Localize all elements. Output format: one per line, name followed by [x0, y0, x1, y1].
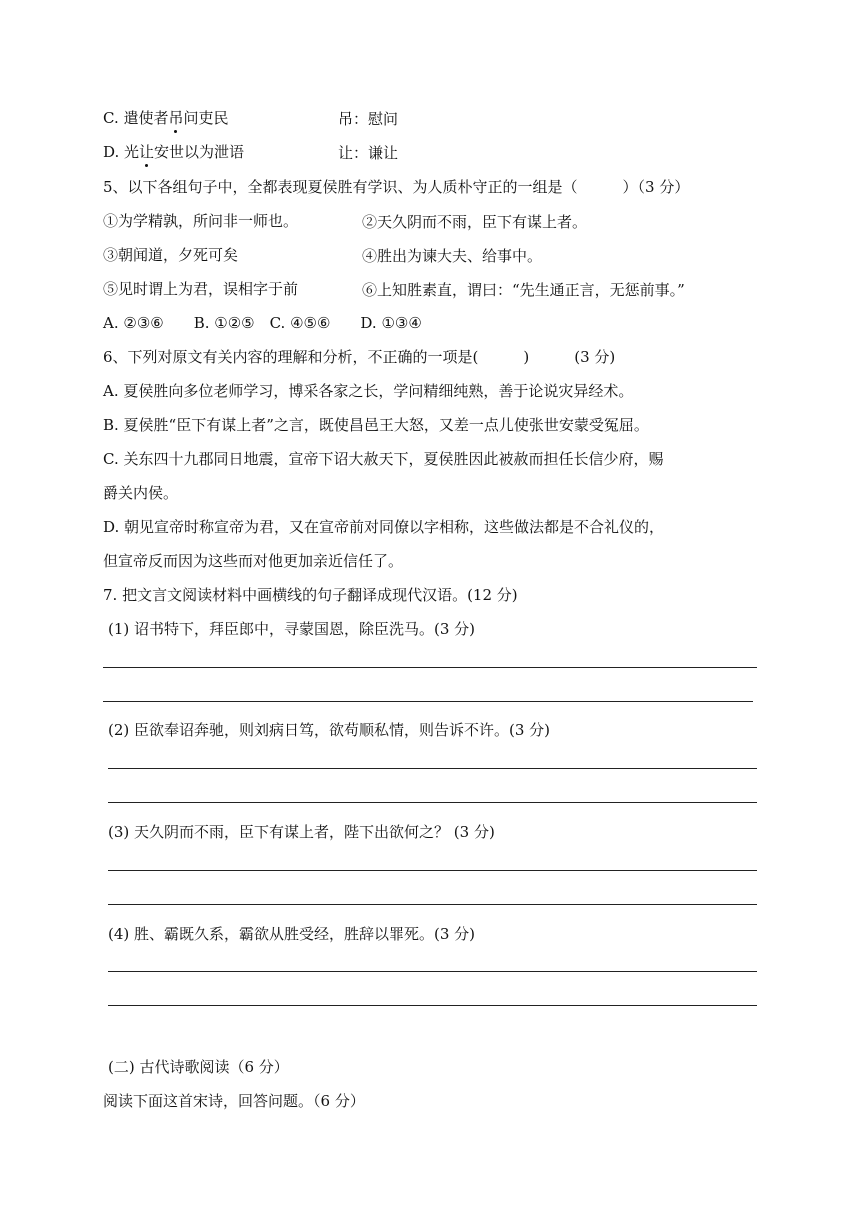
- q5-item-6: ⑥上知胜素直，谓曰：“先生通正言，无惩前事。”: [362, 281, 685, 299]
- q7-sentence-2: (2) 臣欲奉诏奔驰，则刘病日笃，欲苟顺私情，则告诉不许。(3 分): [108, 721, 551, 739]
- answer-line[interactable]: [108, 1005, 757, 1006]
- q5-choices: A. ②③⑥ B. ①②⑤ C. ④⑤⑥ D. ①③④: [103, 314, 422, 332]
- answer-line[interactable]: [108, 971, 757, 972]
- q5-item-1: ①为学精孰，所问非一师也。: [103, 212, 299, 230]
- q4-option-c: [103, 108, 229, 128]
- answer-line[interactable]: [103, 701, 753, 702]
- q4-d-text-pre: D. 光: [103, 143, 140, 161]
- answer-line[interactable]: [108, 904, 757, 905]
- q4-c-text-pre: C. 遣使者: [103, 109, 169, 127]
- q5-item-3: ③朝闻道，夕死可矣: [103, 246, 239, 264]
- answer-line[interactable]: [108, 802, 757, 803]
- q4-c-emphasis-char: 吊: [168, 109, 184, 127]
- q5-item-2: ②天久阴而不雨，臣下有谋上者。: [362, 213, 588, 231]
- answer-line[interactable]: [108, 870, 757, 871]
- answer-line[interactable]: [108, 768, 757, 769]
- q6-stem: 6、下列对原文有关内容的理解和分析，不正确的一项是( ) (3 分): [103, 348, 616, 366]
- q7-sentence-4: (4) 胜、霸既久系，霸欲从胜受经，胜辞以罪死。(3 分): [108, 925, 476, 943]
- q7-sentence-1: (1) 诏书特下，拜臣郎中，寻蒙国恩，除臣洗马。(3 分): [108, 620, 476, 638]
- q6-option-c-line1: C. 关东四十九郡同日地震，宣帝下诏大赦天下，夏侯胜因此被赦而担任长信少府，赐: [103, 450, 664, 468]
- answer-line[interactable]: [103, 667, 757, 668]
- q4-option-c-gloss: 吊：慰问: [338, 110, 399, 128]
- q6-option-a: A. 夏侯胜向多位老师学习，博采各家之长，学问精细纯熟，善于论说灾异经术。: [103, 382, 634, 400]
- q6-option-c-line2: 爵关内侯。: [103, 484, 179, 502]
- q5-item-4: ④胜出为谏大夫、给事中。: [362, 247, 543, 265]
- q6-option-b: B. 夏侯胜“臣下有谋上者”之言，既使昌邑王大怒，又差一点儿使张世安蒙受冤屈。: [103, 416, 649, 434]
- q4-c-text-post: 问吏民: [183, 109, 229, 127]
- section2-intro: 阅读下面这首宋诗，回答问题。（6 分）: [103, 1092, 365, 1110]
- section2-heading: (二) 古代诗歌阅读（6 分）: [108, 1058, 289, 1076]
- q7-sentence-3: (3) 天久阴而不雨，臣下有谋上者，陛下出欲何之？ (3 分): [108, 823, 495, 841]
- q7-stem: 7. 把文言文阅读材料中画横线的句子翻译成现代汉语。(12 分): [103, 586, 518, 604]
- q6-option-d-line1: D. 朝见宣帝时称宣帝为君，又在宣帝前对同僚以字相称，这些做法都是不合礼仪的，: [103, 518, 665, 536]
- q4-option-d-gloss: 让：谦让: [338, 144, 399, 162]
- q4-d-text-post: 安世以为泄语: [154, 143, 245, 161]
- q5-stem: 5、以下各组句子中，全都表现夏侯胜有学识、为人质朴守正的一组是（ ）（3 分）: [103, 178, 690, 196]
- q4-d-emphasis-char: 让: [139, 143, 155, 161]
- q6-option-d-line2: 但宣帝反而因为这些而对他更加亲近信任了。: [103, 552, 404, 570]
- q5-item-5: ⑤见时谓上为君，误相字于前: [103, 280, 299, 298]
- q4-option-d: [103, 142, 244, 162]
